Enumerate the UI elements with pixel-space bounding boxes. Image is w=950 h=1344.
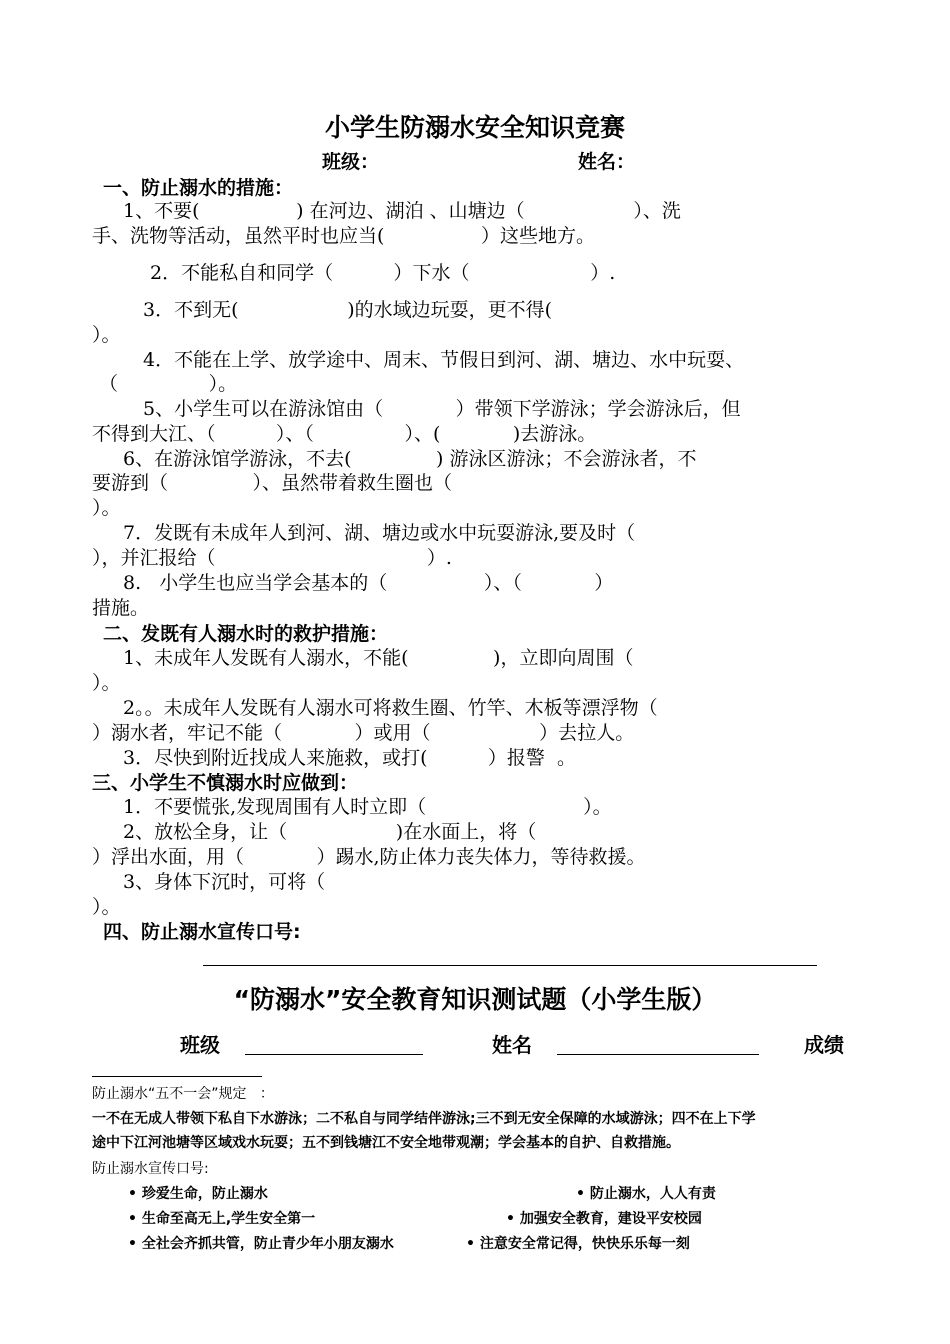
slogan-item: • 防止溺水，人人有责 — [576, 1186, 716, 1202]
slogan-item: • 珍爱生命，防止溺水 — [128, 1186, 268, 1202]
question-3-line-1: 3．不到无( )的水域边玩耍，更不得( — [143, 299, 553, 321]
rescue-2-line-2: ）溺水者，牢记不能（ ）或用（ ）去拉人。 — [92, 722, 635, 744]
score-blank[interactable] — [92, 1076, 262, 1077]
rescue-1-line-1: 1、未成年人发既有人溺水，不能( )，立即向周围（ — [123, 647, 634, 669]
rescue-1-line-2: ）。 — [92, 672, 121, 694]
self-rescue-1: 1．不要慌张,发现周围有人时立即（ ）。 — [123, 796, 612, 818]
test-name-label: 姓名 — [492, 1033, 532, 1057]
slogan-item: • 全社会齐抓共管，防止青少年小朋友溺水 — [128, 1236, 394, 1252]
rule-line-1: 一不在无成人带领下私自下水游泳；二不私自与同学结伴游泳;三不到无安全保障的水域游泳；四不在上下学 — [92, 1111, 756, 1127]
self-rescue-2-line-1: 2、放松全身，让（ )在水面上，将（ — [123, 821, 537, 843]
question-6-line-1: 6、在游泳馆学游泳，不去( ) 游泳区游泳；不会游泳者，不 — [123, 448, 697, 470]
section-2-heading: 二、发既有人溺水时的救护措施： — [103, 623, 389, 645]
slogan-item: • 加强安全教育，建设平安校园 — [506, 1211, 702, 1227]
question-1-line-2: 手、洗物等活动，虽然平时也应当( ）这些地方。 — [92, 225, 596, 247]
rule-title: 防止溺水“五不一会”规定 ： — [92, 1086, 274, 1102]
rule-line-2: 途中下江河池塘等区域戏水玩耍；五不到钱塘江不安全地带观潮；学会基本的自护、自救措施。 — [92, 1135, 680, 1151]
name-blank[interactable] — [557, 1054, 759, 1055]
question-4-line-1: 4．不能在上学、放学途中、周末、节假日到河、湖、塘边、水中玩耍、 — [143, 349, 745, 371]
self-rescue-3-line-1: 3、身体下沉时，可将（ — [123, 871, 326, 893]
slogan-title: 防止溺水宣传口号: — [92, 1161, 209, 1177]
slogan-item: • 生命至高无上,学生安全第一 — [128, 1211, 316, 1227]
slogan-answer-line — [203, 965, 817, 966]
question-6-line-2: 要游到（ ）、虽然带着救生圈也（ — [92, 472, 453, 494]
test-title: “防溺水”安全教育知识测试题（小学生版） — [233, 985, 717, 1014]
section-1-heading: 一、防止溺水的措施： — [103, 177, 294, 199]
question-2: 2．不能私自和同学（ ）下水（ ）. — [150, 262, 616, 284]
test-class-label: 班级 — [180, 1033, 220, 1057]
question-4-line-2: （ ）。 — [99, 373, 238, 395]
question-1-line-1: 1、不要( ) 在河边、湖泊 、山塘边（ ）、洗 — [123, 200, 681, 222]
test-score-label: 成绩 — [804, 1033, 844, 1057]
question-3-line-2: ）。 — [92, 324, 121, 346]
question-6-line-3: ）。 — [92, 497, 121, 519]
question-7-line-2: ），并汇报给（ ）. — [92, 547, 452, 569]
question-5-line-1: 5、小学生可以在游泳馆由（ ）带领下学游泳；学会游泳后，但 — [143, 398, 741, 420]
class-blank[interactable] — [245, 1054, 423, 1055]
question-5-line-2: 不得到大江、（ ）、（ ）、( )去游泳。 — [92, 423, 597, 445]
self-rescue-2-line-2: ）浮出水面，用（ ）踢水,防止体力丧失体力，等待救援。 — [92, 846, 646, 868]
question-7-line-1: 7．发既有未成年人到河、湖、塘边或水中玩耍游泳,要及时（ — [123, 522, 636, 544]
rescue-3: 3．尽快到附近找成人来施救，或打( ）报警 。 — [123, 747, 576, 769]
rescue-2-line-1: 2。。未成年人发既有人溺水可将救生圈、竹竿、木板等漂浮物（ — [123, 697, 658, 719]
quiz-title: 小学生防溺水安全知识竞赛 — [324, 113, 625, 142]
question-8-line-2: 措施。 — [92, 597, 150, 619]
section-4-heading: 四、防止溺水宣传口号: — [103, 921, 301, 943]
class-label: 班级： — [322, 151, 380, 173]
name-label: 姓名： — [578, 151, 636, 173]
slogan-item: • 注意安全常记得，快快乐乐每一刻 — [466, 1236, 690, 1252]
self-rescue-3-line-2: ）。 — [92, 896, 121, 918]
section-3-heading: 三、小学生不慎溺水时应做到： — [92, 772, 359, 794]
question-8-line-1: 8. 小学生也应当学会基本的（ ）、（ ） — [123, 572, 614, 594]
